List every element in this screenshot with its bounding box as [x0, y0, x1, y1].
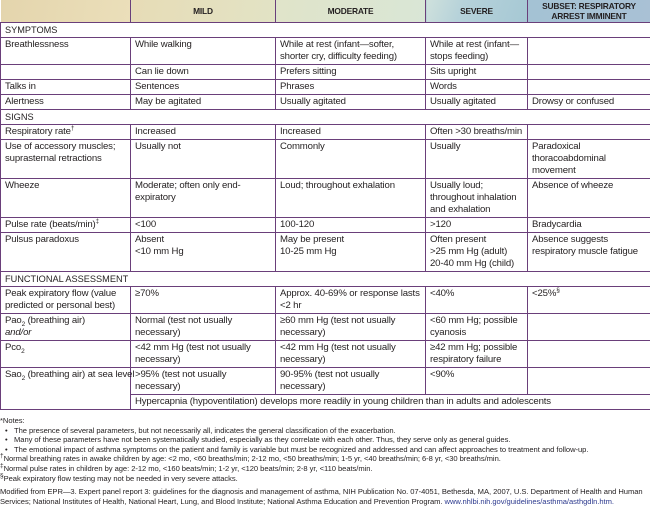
- cell-severe: Words: [426, 80, 528, 95]
- footnote-text: Normal breathing rates in awake children by age: <2 mo, <60 breaths/min; 2-12 mo, <50 breaths/min; 1-5 yr, <40 breaths/min; 6-8 yr, <30 breaths/min.: [4, 454, 501, 463]
- row-label: Wheeze: [1, 179, 131, 218]
- cell-moderate: Loud; throughout exhalation: [276, 179, 426, 218]
- note-bullet: • The emotional impact of asthma symptoms on the patient and family is variable but must be recognized and addressed and can affect approaches to treatment and follow-up.: [0, 445, 650, 455]
- label-sub: 2: [21, 348, 24, 355]
- label-post: (breathing air): [25, 315, 85, 326]
- row-label-text: Respiratory rate: [5, 126, 71, 137]
- label-pre: Sao: [5, 369, 22, 380]
- label-pre: Pao: [5, 315, 22, 326]
- table-row: [1, 218, 650, 233]
- cell-mild: Can lie down: [131, 65, 276, 80]
- section-row: [1, 110, 650, 125]
- table-row: [1, 95, 650, 110]
- header-blank: [1, 0, 131, 23]
- cell-moderate: [276, 233, 426, 272]
- section-mark: §: [556, 287, 559, 294]
- cell-severe: <40%: [426, 287, 528, 314]
- source-link[interactable]: www.nhlbi.nih.gov/guidelines/asthma/asthgdln.htm.: [445, 497, 614, 506]
- table-row: [1, 368, 650, 395]
- cell-arrest: [528, 80, 650, 95]
- row-label: Talks in: [1, 80, 131, 95]
- footnote: [0, 464, 650, 474]
- cell-severe: Often >30 breaths/min: [426, 125, 528, 140]
- cell-mild: [131, 233, 276, 272]
- footnote-mark: §: [0, 472, 4, 479]
- note-bullet: • Many of these parameters have not been systematically studied, especially as they correlate with each other. Thus, they serve only as general guides.: [0, 435, 650, 445]
- cell-severe: Usually agitated: [426, 95, 528, 110]
- section-row: [1, 272, 650, 287]
- cell-line: >25 mm Hg (adult): [430, 246, 523, 258]
- row-label-text: Pulse rate (beats/min): [5, 219, 96, 230]
- cell-moderate: <42 mm Hg (test not usually necessary): [276, 341, 426, 368]
- cell-moderate: Commonly: [276, 140, 426, 179]
- row-label: [1, 314, 131, 341]
- cell-arrest: [528, 65, 650, 80]
- cell-arrest: Bradycardia: [528, 218, 650, 233]
- cell-line: 20-40 mm Hg (child): [430, 258, 523, 270]
- cell-severe: Sits upright: [426, 65, 528, 80]
- table-row: [1, 65, 650, 80]
- row-label: Pulsus paradoxus: [1, 233, 131, 272]
- cell-mild: <100: [131, 218, 276, 233]
- cell-mild: <42 mm Hg (test not usually necessary): [131, 341, 276, 368]
- cell-arrest: [528, 341, 650, 368]
- cell-severe: ≥42 mm Hg; possible respiratory failure: [426, 341, 528, 368]
- cell-moderate: 100-120: [276, 218, 426, 233]
- cell-moderate: Phrases: [276, 80, 426, 95]
- section-symptoms: SYMPTOMS: [1, 23, 650, 38]
- dagger-mark: †: [71, 125, 74, 132]
- cell-severe: Usually: [426, 140, 528, 179]
- row-label: [1, 65, 131, 80]
- table-row: [1, 287, 650, 314]
- cell-moderate: Increased: [276, 125, 426, 140]
- cell-mild: Normal (test not usually necessary): [131, 314, 276, 341]
- table-row: [1, 233, 650, 272]
- cell-mild: Usually not: [131, 140, 276, 179]
- row-label: Peak expiratory flow (value predicted or personal best): [1, 287, 131, 314]
- table-row: [1, 341, 650, 368]
- cell-moderate: 90-95% (test not usually necessary): [276, 368, 426, 395]
- cell-arrest: Drowsy or confused: [528, 95, 650, 110]
- hypercapnia-note: Hypercapnia (hypoventilation) develops more readily in young children than in adults and adolescents: [131, 395, 650, 410]
- cell-arrest: Absence of wheeze: [528, 179, 650, 218]
- cell-moderate: ≥60 mm Hg (test not usually necessary): [276, 314, 426, 341]
- label-italic: and/or: [5, 327, 31, 338]
- cell-arrest: [528, 125, 650, 140]
- row-label: [1, 368, 131, 410]
- label-sub: 2: [22, 375, 25, 382]
- cell-line: Absent: [135, 234, 271, 246]
- cell-moderate: Usually agitated: [276, 95, 426, 110]
- table-row: [1, 125, 650, 140]
- cell-mild: Increased: [131, 125, 276, 140]
- cell-mild: Sentences: [131, 80, 276, 95]
- cell-severe: While at rest (infant—stops feeding): [426, 38, 528, 65]
- footnote-mark: †: [0, 453, 4, 460]
- cell-severe: <60 mm Hg; possible cyanosis: [426, 314, 528, 341]
- table-row: [1, 80, 650, 95]
- source-citation: [0, 487, 650, 506]
- note-bullet: • The presence of several parameters, but not necessarily all, indicates the general classification of the exacerbation.: [0, 426, 650, 436]
- header-arrest-imminent: SUBSET: RESPIRATORY ARREST IMMINENT: [528, 0, 650, 23]
- row-label: Breathlessness: [1, 38, 131, 65]
- cell-arrest: Paradoxical thoracoabdominal movement: [528, 140, 650, 179]
- table-row: [1, 38, 650, 65]
- cell-text: <25%: [532, 288, 556, 299]
- cell-mild: Moderate; often only end-expiratory: [131, 179, 276, 218]
- double-dagger-mark: ‡: [96, 218, 99, 225]
- notes-section: [0, 410, 650, 506]
- row-label: Alertness: [1, 95, 131, 110]
- section-functional-assessment: FUNCTIONAL ASSESSMENT: [1, 272, 650, 287]
- label-pre: Pco: [5, 342, 21, 353]
- section-signs: SIGNS: [1, 110, 650, 125]
- cell-line: Often present: [430, 234, 523, 246]
- cell-moderate: Prefers sitting: [276, 65, 426, 80]
- cell-arrest: [528, 314, 650, 341]
- cell-line: 10-25 mm Hg: [280, 246, 421, 258]
- cell-mild: While walking: [131, 38, 276, 65]
- notes-title: *Notes:: [0, 416, 650, 426]
- footnote-text: Peak expiratory flow testing may not be needed in very severe attacks.: [4, 474, 238, 483]
- cell-severe: [426, 233, 528, 272]
- table-row: [1, 140, 650, 179]
- cell-mild: May be agitated: [131, 95, 276, 110]
- table-row: [1, 314, 650, 341]
- cell-moderate: While at rest (infant—softer, shorter cry, difficulty feeding): [276, 38, 426, 65]
- cell-line: <10 mm Hg: [135, 246, 271, 258]
- cell-line: May be present: [280, 234, 421, 246]
- header-mild: MILD: [131, 0, 276, 23]
- cell-arrest: [528, 368, 650, 395]
- header-moderate: MODERATE: [276, 0, 426, 23]
- row-label: [1, 218, 131, 233]
- header-severe: SEVERE: [426, 0, 528, 23]
- label-post: (breathing air) at sea level: [25, 369, 134, 380]
- row-label: [1, 125, 131, 140]
- cell-mild: ≥70%: [131, 287, 276, 314]
- table-row: [1, 179, 650, 218]
- cell-arrest: [528, 38, 650, 65]
- cell-arrest: Absence suggests respiratory muscle fatigue: [528, 233, 650, 272]
- cell-arrest: [528, 287, 650, 314]
- header-row: [1, 0, 650, 23]
- cell-severe: >120: [426, 218, 528, 233]
- label-sub: 2: [22, 321, 25, 328]
- cell-mild: >95% (test not usually necessary): [131, 368, 276, 395]
- footnote-text: Normal pulse rates in children by age: 2-12 mo, <160 beats/min; 1-2 yr, <120 beats/min; 2-8 yr, <110 beats/min.: [4, 464, 373, 473]
- footnote: [0, 454, 650, 464]
- source-text: Modified from EPR—3. Expert panel report 3: guidelines for the diagnosis and management of asthma, NIH Publication No. 07-4051, Bethesda, MA, 2007, U.S. Department of Health and Human Services; National Institutes of Health, National Heart, Lung, and Blood Institute; National Asthma Education and Prevention Program.: [0, 487, 643, 506]
- section-row: [1, 23, 650, 38]
- row-label: [1, 341, 131, 368]
- cell-severe: Usually loud; throughout inhalation and exhalation: [426, 179, 528, 218]
- cell-moderate: Approx. 40-69% or response lasts <2 hr: [276, 287, 426, 314]
- footnote: [0, 474, 650, 484]
- cell-severe: <90%: [426, 368, 528, 395]
- footnote-mark: ‡: [0, 462, 4, 469]
- row-label: Use of accessory muscles; suprasternal retractions: [1, 140, 131, 179]
